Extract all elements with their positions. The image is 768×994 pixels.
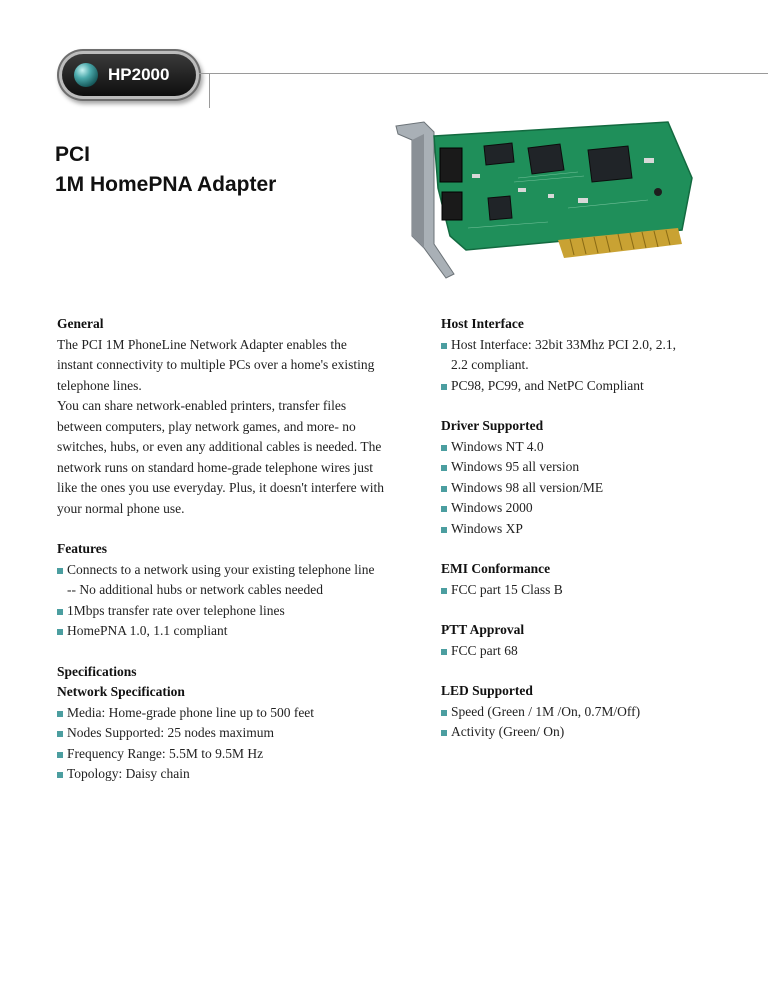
feature-item: Connects to a network using your existing telephone line: [57, 560, 407, 581]
general-text: [57, 335, 407, 520]
emi-list: [441, 580, 741, 601]
driver-list: [441, 437, 741, 540]
header-rule-drop: [209, 73, 210, 108]
general-line: like the ones you use everyday. Plus, it doesn't interfere with: [57, 480, 384, 495]
emi-heading: EMI Conformance: [441, 561, 551, 576]
header-rule: [199, 73, 768, 74]
title-line-2: 1M HomePNA Adapter: [55, 173, 277, 196]
host-interface-item: PC98, PC99, and NetPC Compliant: [441, 376, 741, 397]
spec-item: Frequency Range: 5.5M to 9.5M Hz: [57, 744, 407, 765]
general-line: instant connectivity to multiple PCs over a home's existing: [57, 357, 375, 372]
specifications-heading: Specifications: [57, 663, 137, 679]
ptt-heading: PTT Approval: [441, 622, 525, 637]
ptt-item: FCC part 68: [441, 641, 741, 662]
general-line: You can share network-enabled printers, transfer files: [57, 398, 347, 413]
general-line: The PCI 1M PhoneLine Network Adapter enables the: [57, 336, 347, 352]
general-heading: General: [57, 316, 104, 331]
page-title: [55, 140, 276, 200]
driver-item: Windows 2000: [441, 498, 741, 519]
host-interface-item: Host Interface: 32bit 33Mhz PCI 2.0, 2.1,: [441, 335, 741, 356]
general-line: between computers, play network games, and more- no: [57, 418, 356, 434]
driver-supported-heading: Driver Supported: [441, 418, 544, 433]
features-list: [57, 560, 407, 642]
host-interface-list: [441, 335, 741, 397]
emi-item: FCC part 15 Class B: [441, 580, 741, 601]
spec-item: Nodes Supported: 25 nodes maximum: [57, 723, 407, 744]
network-spec-subheading: Network Specification: [57, 684, 185, 699]
driver-item: Windows 98 all version/ME: [441, 478, 741, 499]
host-interface-heading: Host Interface: [441, 316, 524, 331]
feature-item: HomePNA 1.0, 1.1 compliant: [57, 621, 407, 642]
general-line: your normal phone use.: [57, 500, 185, 516]
badge-dot-icon: [74, 63, 98, 87]
feature-item-continuation: -- No additional hubs or network cables needed: [67, 582, 324, 597]
driver-item: Windows XP: [441, 519, 741, 540]
driver-item: Windows 95 all version: [441, 457, 741, 478]
ptt-list: [441, 641, 741, 662]
features-heading: Features: [57, 541, 107, 556]
general-line: telephone lines.: [57, 377, 142, 393]
general-line: switches, hubs, or even any additional cables is needed. The: [57, 439, 382, 454]
host-interface-item-continuation: 2.2 compliant.: [451, 357, 529, 372]
driver-item: Windows NT 4.0: [441, 437, 741, 458]
feature-item: 1Mbps transfer rate over telephone lines: [57, 601, 407, 622]
left-column: [57, 314, 407, 785]
spec-item: Media: Home-grade phone line up to 500 feet: [57, 703, 407, 724]
model-name: HP2000: [108, 65, 170, 84]
led-heading: LED Supported: [441, 683, 533, 698]
led-list: [441, 702, 741, 743]
spec-item: Topology: Daisy chain: [57, 764, 407, 785]
led-item: Activity (Green/ On): [441, 722, 741, 743]
network-spec-list: [57, 703, 407, 785]
model-badge: [62, 54, 196, 96]
led-item: Speed (Green / 1M /On, 0.7M/Off): [441, 702, 741, 723]
general-line: network runs on standard home-grade telephone wires just: [57, 459, 374, 475]
title-line-1: PCI: [55, 143, 91, 166]
right-column: [441, 314, 741, 743]
pci-card-image: [388, 118, 698, 280]
